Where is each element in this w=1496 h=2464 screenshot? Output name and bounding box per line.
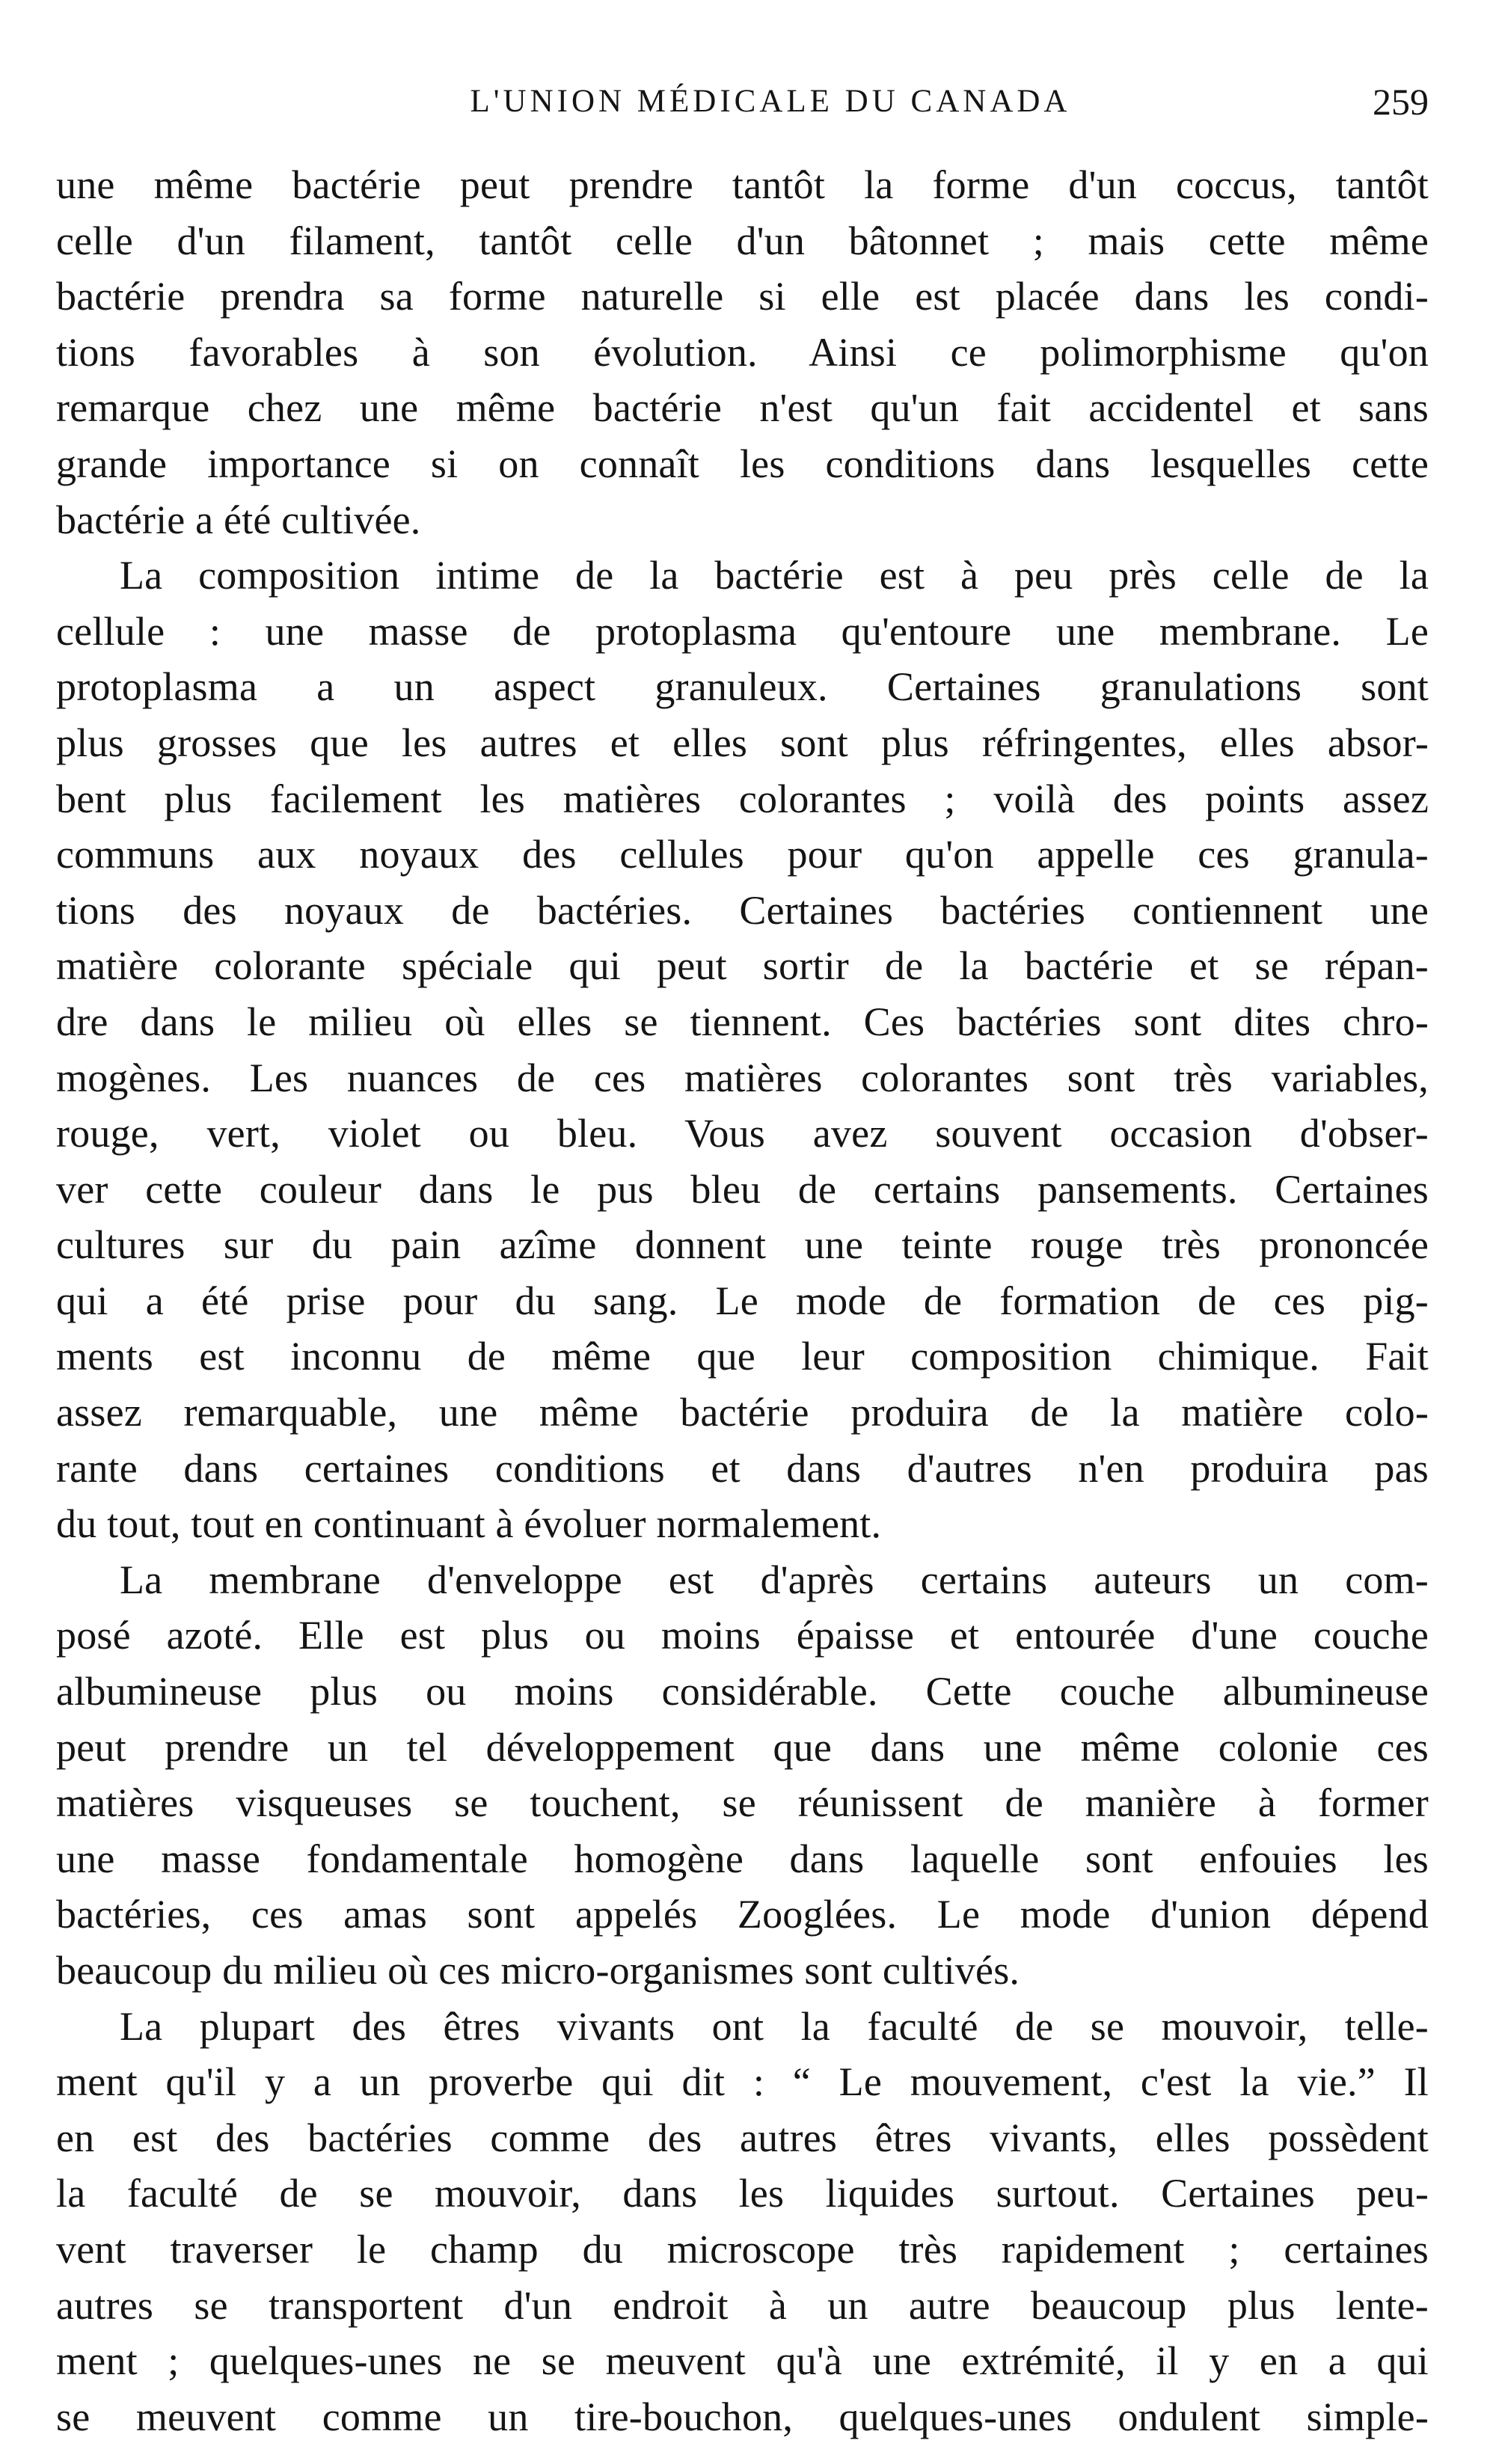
text-line: tions favorables à son évolution. Ainsi ce polimorphisme qu'on [56, 329, 1429, 375]
text-line: protoplasma a un aspect granuleux. Certaines granulations sont [56, 664, 1429, 710]
body-text [56, 157, 1429, 2445]
text-line: La composition intime de la bactérie est à peu près celle de la [120, 553, 1429, 598]
text-line: bactéries, ces amas sont appelés Zooglées. Le mode d'union dépend [56, 1892, 1429, 1937]
text-line: en est des bactéries comme des autres êtres vivants, elles possèdent [56, 2115, 1429, 2160]
text-line: cellule : une masse de protoplasma qu'entoure une membrane. Le [56, 608, 1429, 654]
text-line: La plupart des êtres vivants ont la faculté de se mouvoir, telle- [120, 2003, 1429, 2049]
text-line: assez remarquable, une même bactérie produira de la matière colo- [56, 1390, 1429, 1435]
text-line: bactérie prendra sa forme naturelle si elle est placée dans les condi- [56, 274, 1429, 319]
text-line: rouge, vert, violet ou bleu. Vous avez souvent occasion d'obser- [56, 1111, 1429, 1156]
text-line: matières visqueuses se touchent, se réunissent de manière à former [56, 1780, 1429, 1826]
text-line: tions des noyaux de bactéries. Certaines bactéries contiennent une [56, 887, 1429, 933]
text-line: une même bactérie peut prendre tantôt la forme d'un coccus, tantôt [56, 162, 1429, 207]
text-line: dre dans le milieu où elles se tiennent. Ces bactéries sont dites chro- [56, 999, 1429, 1044]
text-line: albumineuse plus ou moins considérable. Cette couche albumineuse [56, 1669, 1429, 1714]
text-line: La membrane d'enveloppe est d'après certains auteurs un com- [120, 1557, 1429, 1602]
text-line: du tout, tout en continuant à évoluer normalement. [56, 1501, 882, 1547]
text-line: mogènes. Les nuances de ces matières colorantes sont très variables, [56, 1055, 1429, 1100]
text-line: grande importance si on connaît les conditions dans lesquelles cette [56, 441, 1429, 486]
text-line: ment qu'il y a un proverbe qui dit : “ Le mouvement, c'est la vie.” Il [56, 2059, 1429, 2105]
text-line: plus grosses que les autres et elles sont plus réfringentes, elles absor- [56, 720, 1429, 765]
text-line: une masse fondamentale homogène dans laquelle sont enfouies les [56, 1836, 1429, 1881]
text-line: posé azoté. Elle est plus ou moins épaisse et entourée d'une couche [56, 1613, 1429, 1658]
text-line: cultures sur du pain azîme donnent une teinte rouge très prononcée [56, 1222, 1429, 1268]
text-line: beaucoup du milieu où ces micro-organismes sont cultivés. [56, 1948, 1020, 1993]
text-line: matière colorante spéciale qui peut sortir de la bactérie et se répan- [56, 943, 1429, 989]
journal-title: L'UNION MÉDICALE DU CANADA [470, 84, 1071, 119]
text-line: bactérie a été cultivée. [56, 497, 421, 542]
text-line: ver cette couleur dans le pus bleu de certains pansements. Certaines [56, 1166, 1429, 1212]
running-header [112, 72, 1429, 132]
page-number: 259 [1373, 81, 1429, 123]
text-line: communs aux noyaux des cellules pour qu'on appelle ces granula- [56, 832, 1429, 877]
text-line: ments est inconnu de même que leur composition chimique. Fait [56, 1334, 1429, 1379]
text-line: peut prendre un tel développement que dans une même colonie ces [56, 1724, 1429, 1770]
text-line: bent plus facilement les matières colorantes ; voilà des points assez [56, 776, 1429, 821]
text-line: rante dans certaines conditions et dans d'autres n'en produira pas [56, 1445, 1429, 1491]
text-line: celle d'un filament, tantôt celle d'un bâtonnet ; mais cette même [56, 218, 1429, 263]
text-line: remarque chez une même bactérie n'est qu'un fait accidentel et sans [56, 385, 1429, 431]
text-line: ment ; quelques-unes ne se meuvent qu'à une extrémité, il y en a qui [56, 2338, 1429, 2384]
text-line: se meuvent comme un tire-bouchon, quelques-unes ondulent simple- [56, 2394, 1429, 2439]
text-line: vent traverser le champ du microscope très rapidement ; certaines [56, 2226, 1429, 2272]
text-line: autres se transportent d'un endroit à un autre beaucoup plus lente- [56, 2282, 1429, 2328]
text-line: qui a été prise pour du sang. Le mode de formation de ces pig- [56, 1278, 1429, 1323]
text-line: la faculté de se mouvoir, dans les liquides surtout. Certaines peu- [56, 2171, 1429, 2216]
